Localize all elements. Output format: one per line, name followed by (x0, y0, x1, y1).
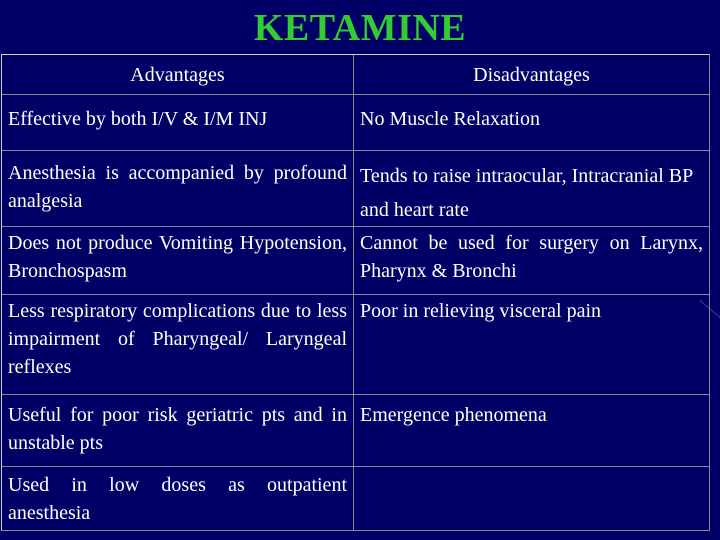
header-disadvantages: Disadvantages (354, 55, 709, 95)
disadvantage-cell: No Muscle Relaxation (354, 95, 709, 151)
table-row (2, 151, 709, 227)
table-row (2, 295, 709, 395)
advantage-cell: Anesthesia is accompanied by profound analgesia (2, 151, 354, 227)
disadvantage-cell: Cannot be used for surgery on Larynx, Pharynx & Bronchi (354, 227, 709, 295)
disadvantage-cell: Poor in relieving visceral pain (354, 295, 709, 395)
table-row (2, 395, 709, 467)
disadvantage-cell (354, 467, 709, 530)
table-row (2, 227, 709, 295)
advantage-cell: Effective by both I/V & I/M INJ (2, 95, 354, 151)
page-title: KETAMINE (253, 7, 467, 49)
table-header-row (2, 55, 709, 95)
advantage-cell: Does not produce Vomiting Hypotension, Bronchospasm (2, 227, 354, 295)
table-row (2, 95, 709, 151)
advantage-cell: Useful for poor risk geriatric pts and in unstable pts (2, 395, 354, 467)
advantage-cell: Used in low doses as outpatient anesthesia (2, 467, 354, 530)
disadvantage-cell: Emergence phenomena (354, 395, 709, 467)
advantage-cell: Less respiratory complications due to less impairment of Pharyngeal/ Laryngeal reflexes (2, 295, 354, 395)
disadvantage-cell: Tends to raise intraocular, Intracranial BP and heart rate (354, 151, 709, 227)
comparison-table (1, 54, 710, 531)
table-row (2, 467, 709, 530)
header-advantages: Advantages (2, 55, 354, 95)
